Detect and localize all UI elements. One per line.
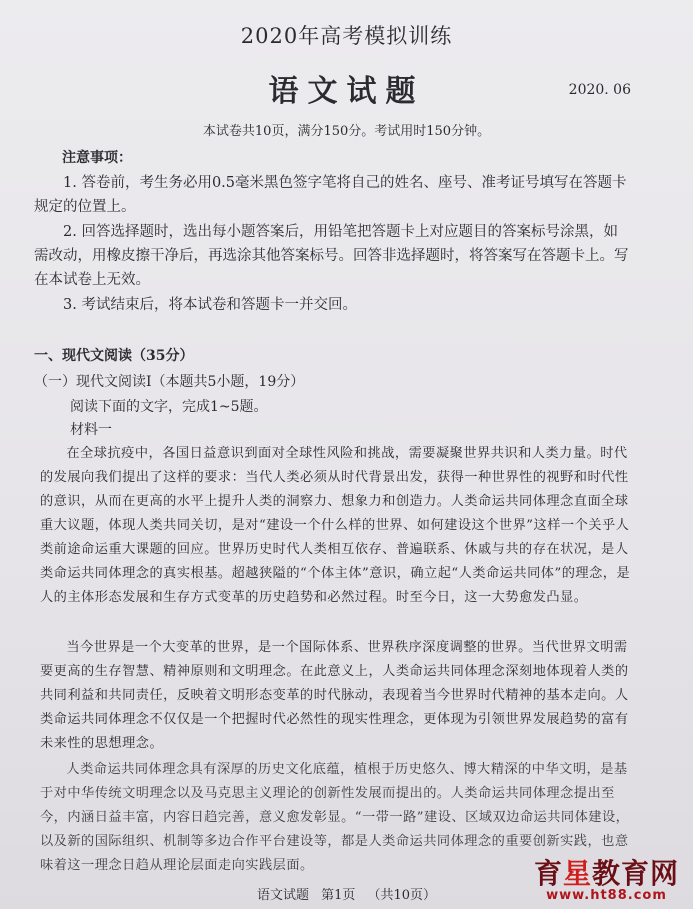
notice-title: 注意事项： (62, 150, 132, 166)
notice-item: 1. 答卷前，考生务必用0.5毫米黑色签字笔将自己的姓名、座号、准考证号填写在答题卡规定的位置上。 (34, 175, 627, 215)
section-heading: 一、现代文阅读（35分） (34, 348, 194, 364)
watermark-url: www.ht88.com (546, 888, 667, 903)
footer-total: （共10页） (367, 888, 437, 903)
section-instruction: 阅读下面的文字，完成1~5题。 (70, 399, 268, 415)
exam-info: 本试卷共10页，满分150分。考试用时150分钟。 (202, 124, 491, 139)
watermark-brand: 育星教育网 (533, 857, 679, 890)
notice-item: 2. 回答选择题时，选出每小题答案后，用铅笔把答题卡上对应题目的答案标号涂黑，如需改动，用橡皮擦干净后，再选涂其他答案标号。回答非选择题时，将答案写在答题卡上。写在本试卷上无效。 (34, 224, 629, 288)
section-subheading: （一）现代文阅读Ⅰ（本题共5小题，19分） (34, 374, 305, 390)
material-label: 材料一 (70, 422, 112, 438)
footer-subject: 语文试题 (256, 888, 309, 903)
footer-page: 第1页 (321, 888, 356, 903)
material-paragraph: 当今世界是一个大变革的世界，是一个国际体系、世界秩序深度调整的世界。当代世界文明需要更高的生存智慧、精神原则和文明理念。在此意义上，人类命运共同体理念深刻地体现着人类的共同利益和共同责任，反映着文明形态变革的时代脉动，表现着当今世界时代精神的基本走向。人类命运共同体理念不仅仅是一个把握时代必然性的现实性理念，更体现为引领世界发展趋势的富有未来性的思想理念。 (40, 640, 629, 751)
exam-date: 2020. 06 (568, 82, 631, 98)
page-title: 语文试题 (268, 74, 425, 109)
material-paragraph: 人类命运共同体理念具有深厚的历史文化底蕴，植根于历史悠久、博大精深的中华文明，是基于对中华传统文明理念以及马克思主义理论的创新性发展而提出的。人类命运共同体理念提出至今，内涵日益丰富，内容日趋完善，意义愈发彰显。“一带一路”建设、区域双边命运共同体建设，以及新的国际组织、机制等多边合作平台建设等，都是人类命运共同体理念的重要创新实践，也意味着这一理念日趋从理论层面走向实践层面。 (40, 762, 630, 873)
exam-header: 2020年高考模拟训练 (240, 24, 453, 48)
material-paragraph: 在全球抗疫中，各国日益意识到面对全球性风险和挑战，需要凝聚世界共识和人类力量。时代的发展向我们提出了这样的要求：当代人类必须从时代背景出发，获得一种世界性的视野和时代性的意识，从而在更高的水平上提升人类的洞察力、想象力和创造力。人类命运共同体理念直面全球重大议题，体现人类共同关切，是对“建设一个什么样的世界、如何建设这个世界”这样一个关乎人类前途命运重大课题的回应。世界历史时代人类相互依存、普遍联系、休戚与共的存在状况，是人类命运共同体理念的真实根基。超越狭隘的“个体主体”意识，确立起“人类命运共同体”的理念，是人的主体形态发展和生存方式变革的历史趋势和必然过程。时至今日，这一大势愈发凸显。 (40, 446, 631, 605)
notice-item: 3. 考试结束后，将本试卷和答题卡一并交回。 (63, 297, 357, 313)
watermark-logo (534, 852, 679, 903)
